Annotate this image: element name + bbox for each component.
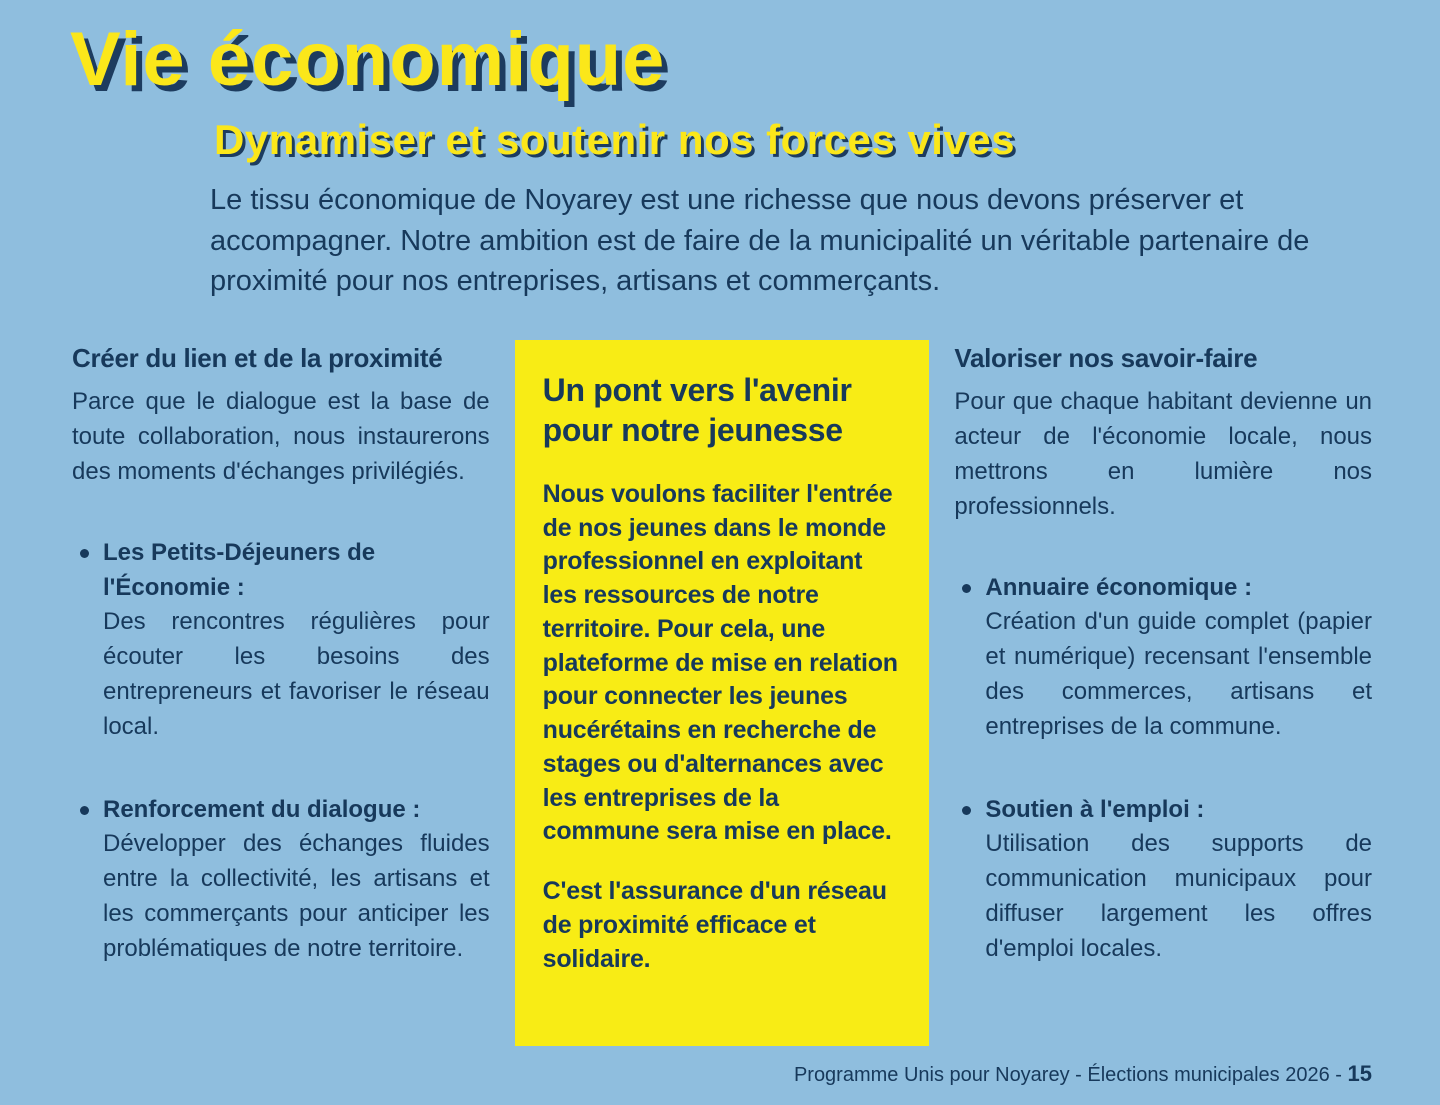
bullet-item [954,793,1372,967]
left-column-heading: Créer du lien et de la proximité [72,342,443,373]
right-column [954,340,1372,967]
bullet-text: Création d'un guide complet (papier et numérique) recensant l'ensemble des commerces, artisans et entreprises de la commune. [985,608,1373,740]
bullet-text: Développer des échanges fluides entre la collectivité, les artisans et les commerçants pour anticiper les problématiques de notre territoire. [103,830,490,962]
bullet-body [103,793,490,967]
left-column [72,340,490,967]
left-column-paragraph: Parce que le dialogue est la base de toute collaboration, nous instaurerons des moments d'échanges privilégiés. [72,388,490,486]
bullet-text: Des rencontres régulières pour écouter les besoins des entrepreneurs et favoriser le réseau local. [103,608,490,740]
right-column-paragraph: Pour que chaque habitant devienne un acteur de l'économie locale, nous mettrons en lumière nos professionnels. [954,388,1373,520]
left-bullet-list [72,536,490,967]
bullet-item [72,793,490,967]
bullet-body [985,571,1372,745]
columns-container [72,340,1372,1046]
highlight-box-paragraph: Nous voulons faciliter l'entrée de nos jeunes dans le monde professionnel en exploitant les ressources de notre territoire. Pour cela, une plateforme de mise en relation pour connecter les jeunes nucérétains en recherche de stages ou d'alternances avec les entreprises de la commune sera mise en place. [542,479,898,846]
bullet-item [72,536,490,745]
bullet-label: Annuaire économique : [985,573,1253,601]
highlight-box-heading: Un pont vers l'avenir pour notre jeunesse [542,371,852,448]
footer-text: Programme Unis pour Noyarey - Élections municipales 2026 - [793,1064,1348,1086]
bullet-body [103,536,490,745]
bullet-dot-icon [962,806,971,815]
bullet-item [954,571,1372,745]
highlight-box [515,340,930,1046]
bullet-label: Les Petits-Déjeuners de l'Économie : [103,538,376,601]
bullet-label: Renforcement du dialogue : [103,795,421,823]
footer-page-number: 15 [1347,1061,1372,1086]
highlight-box-paragraph: C'est l'assurance d'un réseau de proximité efficace et solidaire. [542,877,887,973]
right-bullet-list [954,571,1372,967]
bullet-dot-icon [80,549,89,558]
bullet-label: Soutien à l'emploi : [985,795,1205,823]
bullet-text: Utilisation des supports de communication municipaux pour diffuser largement les offres d'emploi locales. [985,830,1373,962]
bullet-dot-icon [80,806,89,815]
page-subtitle: Dynamiser et soutenir nos forces vives [214,116,1015,163]
page-title: Vie économique [70,17,666,102]
bullet-dot-icon [962,584,971,593]
right-column-heading: Valoriser nos savoir-faire [954,342,1258,373]
bullet-body [985,793,1372,967]
footer [794,1061,1372,1087]
intro-paragraph: Le tissu économique de Noyarey est une richesse que nous devons préserver et accompagner. Notre ambition est de faire de la municipalité un véritable partenaire de proximité pour nos entreprises, artisans et commerçants. [210,184,1310,298]
